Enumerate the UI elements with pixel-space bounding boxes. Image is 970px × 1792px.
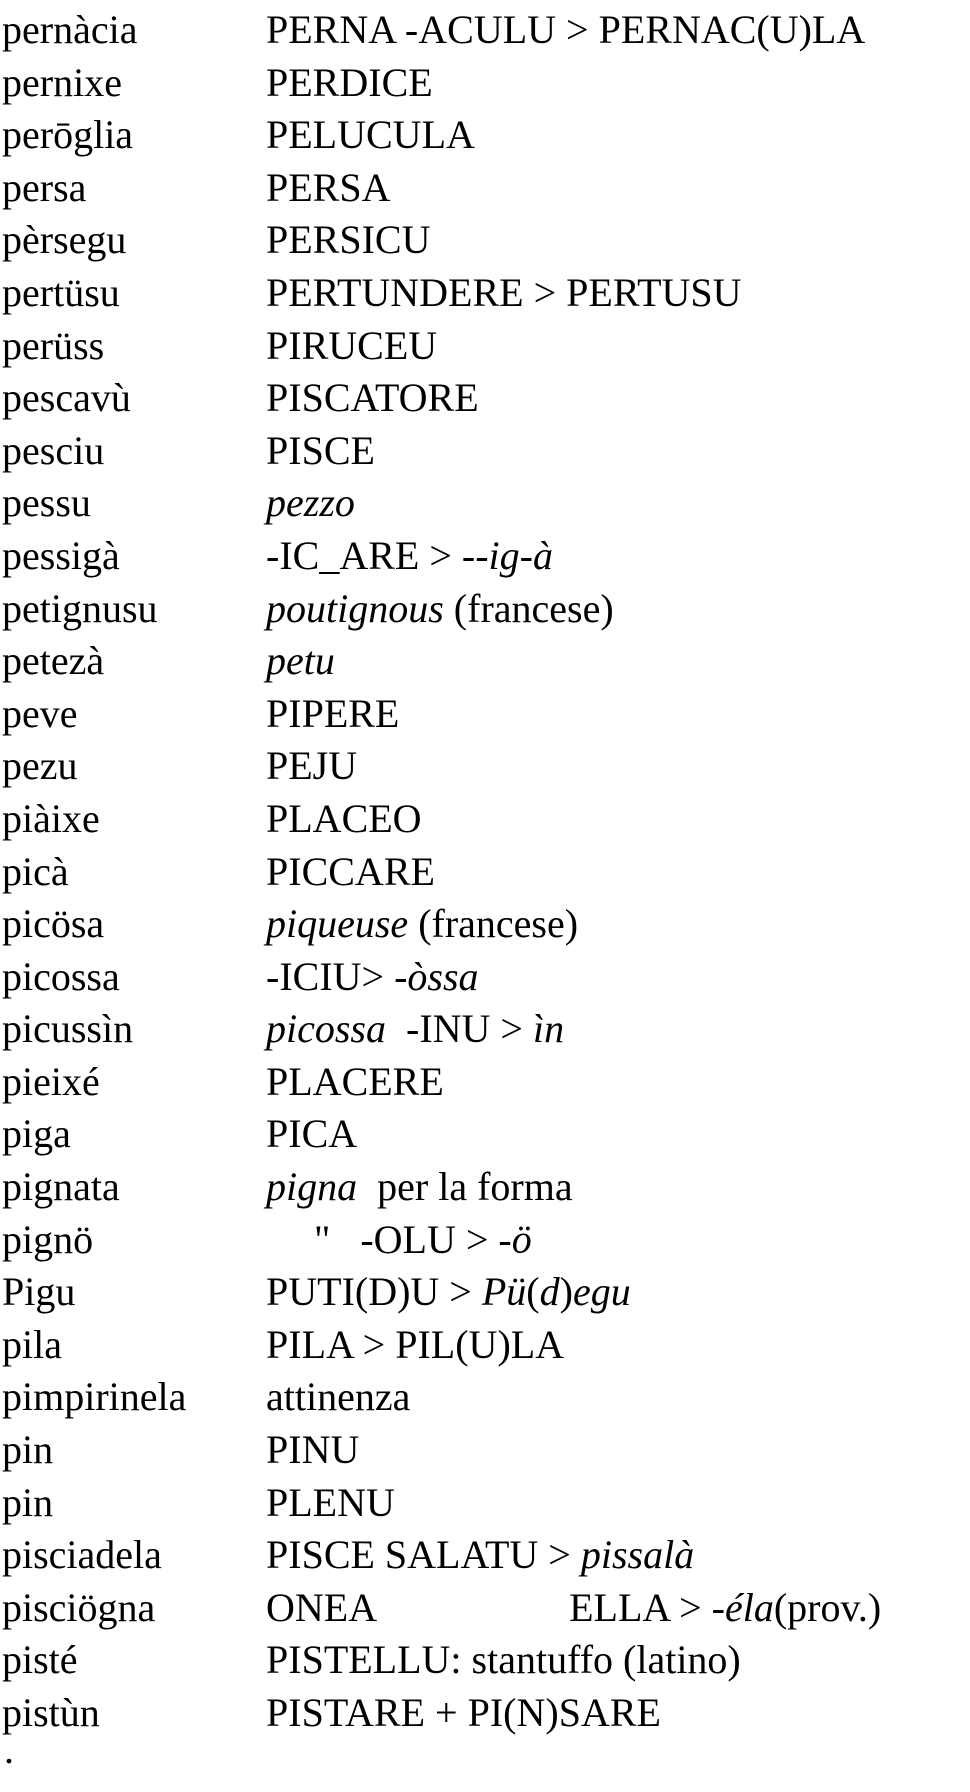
glossary-entry [2, 688, 962, 741]
glossary-entry [2, 267, 962, 320]
etymology-segment: ELLA > - [569, 1584, 725, 1630]
etymology-italic-segment: ìn [532, 1006, 565, 1052]
etymology [266, 57, 433, 110]
headword: pignata [2, 1164, 120, 1210]
glossary-entry [2, 1214, 962, 1267]
glossary-entry [2, 1582, 962, 1635]
etymology-segment: -IC_ARE > -- [266, 532, 489, 578]
etymology [266, 740, 357, 793]
etymology [266, 1582, 881, 1635]
headword: persa [2, 164, 87, 210]
glossary-entry [2, 109, 962, 162]
glossary-entry [2, 1266, 962, 1319]
etymology-segment: PIPERE [266, 690, 400, 736]
headword: pèrsegu [2, 217, 127, 263]
etymology [266, 214, 431, 267]
glossary-entry [2, 372, 962, 425]
etymology [266, 898, 578, 951]
etymology [266, 425, 375, 478]
etymology [266, 951, 479, 1004]
glossary-entry [2, 635, 962, 688]
glossary-entry [2, 793, 962, 846]
headword: piga [2, 1111, 71, 1157]
etymology [266, 583, 614, 636]
trailing-mark: . [4, 1727, 14, 1772]
etymology [266, 1634, 741, 1687]
etymology-segment: ( [526, 1269, 540, 1315]
etymology-segment: PICA [266, 1111, 358, 1157]
etymology-segment: PISTARE + PI(N)SARE [266, 1690, 661, 1735]
headword: pessigà [2, 532, 120, 578]
headword: piàixe [2, 795, 100, 841]
etymology-segment: -INU > [386, 1006, 533, 1052]
etymology [266, 1003, 564, 1056]
etymology-segment: PLACEO [266, 795, 422, 841]
glossary-entry [2, 951, 962, 1004]
glossary-entry [2, 740, 962, 793]
etymology-italic-segment: pezzo [266, 480, 355, 526]
headword: picossa [2, 953, 120, 999]
etymology [266, 1319, 564, 1372]
headword: Pigu [2, 1269, 76, 1315]
etymology [266, 1687, 661, 1740]
glossary-entry [2, 1108, 962, 1161]
etymology [266, 1108, 357, 1161]
headword: perüss [2, 322, 105, 368]
etymology-italic-segment: egu [572, 1269, 631, 1315]
glossary-entry [2, 1371, 962, 1424]
etymology-segment: PLACERE [266, 1058, 444, 1104]
etymology-italic-segment: d [539, 1269, 560, 1315]
etymology-segment: (prov.) [773, 1584, 882, 1630]
glossary-entry [2, 583, 962, 636]
etymology-segment: ONEA [266, 1584, 378, 1630]
etymology-segment: PISCE [266, 427, 375, 473]
etymology [266, 109, 475, 162]
etymology-segment: PISTELLU: stantuffo (latino) [266, 1637, 741, 1683]
glossary-entry [2, 1687, 962, 1740]
etymology-segment: (francese) [443, 585, 614, 631]
headword: pertüsu [2, 269, 120, 315]
headword: pin [2, 1479, 54, 1525]
headword: picussìn [2, 1006, 134, 1052]
etymology-segment: PERSICU [266, 217, 431, 263]
etymology-segment: PERDICE [266, 59, 433, 105]
etymology-segment: PINU [266, 1427, 360, 1473]
etymology [266, 1056, 444, 1109]
etymology-segment: PIRUCEU [266, 322, 438, 368]
headword: pesciu [2, 427, 105, 473]
etymology [266, 1161, 573, 1214]
etymology [266, 320, 437, 373]
etymology [266, 1424, 359, 1477]
etymology [266, 372, 479, 425]
headword: pieixé [2, 1058, 100, 1104]
etymology-segment: ) [559, 1269, 573, 1315]
etymology [266, 793, 422, 846]
etymology [266, 162, 391, 215]
headword: pernàcia [2, 7, 138, 52]
etymology-italic-segment: pissalà [580, 1532, 695, 1578]
etymology [266, 267, 742, 320]
etymology [266, 1214, 532, 1267]
glossary-entry [2, 214, 962, 267]
etymology-segment: PELUCULA [266, 112, 475, 158]
etymology [266, 4, 865, 57]
glossary-entry [2, 530, 962, 583]
headword: pisciögna [2, 1584, 156, 1630]
etymology [266, 1477, 395, 1530]
etymology [266, 846, 435, 899]
etymology [266, 1266, 631, 1319]
etymology-segment: PUTI(D)U > [266, 1269, 482, 1315]
etymology-segment: PERSA [266, 164, 391, 210]
etymology-segment: (francese) [408, 901, 579, 947]
etymology-segment: " -OLU > [314, 1216, 499, 1262]
etymology-segment: per la forma [357, 1164, 573, 1210]
glossary-entry [2, 1319, 962, 1372]
etymology-italic-segment: pigna [266, 1164, 358, 1210]
headword: petignusu [2, 585, 158, 631]
etymology-italic-segment: -òssa [394, 953, 479, 999]
etymology-segment: PISCE SALATU > [266, 1532, 581, 1578]
etymology-italic-segment: éla [724, 1584, 774, 1630]
headword: pistùn [2, 1690, 100, 1735]
etymology-segment: PILA > PIL(U)LA [266, 1321, 565, 1367]
glossary-entry [2, 1477, 962, 1530]
glossary-entry [2, 57, 962, 110]
glossary-entry [2, 425, 962, 478]
headword: petezà [2, 638, 105, 684]
glossary-entry [2, 1161, 962, 1214]
etymology [266, 1371, 410, 1424]
glossary-entry [2, 1634, 962, 1687]
etymology-segment: PERNA -ACULU > PERNAC(U)LA [266, 7, 866, 52]
headword: pescavù [2, 375, 131, 421]
etymology-italic-segment: Pü [481, 1269, 527, 1315]
glossary-list [2, 4, 962, 1740]
etymology-italic-segment: -ö [498, 1216, 532, 1262]
etymology-segment: PICCARE [266, 848, 435, 894]
glossary-entry [2, 1424, 962, 1477]
headword: pisté [2, 1637, 78, 1683]
etymology-segment: -ICIU> [266, 953, 395, 999]
headword: pimpirinela [2, 1374, 187, 1420]
glossary-entry [2, 898, 962, 951]
etymology-italic-segment: poutignous [266, 585, 444, 631]
headword: pignö [2, 1216, 94, 1262]
headword: perōglia [2, 112, 134, 158]
glossary-entry [2, 4, 962, 57]
glossary-entry [2, 846, 962, 899]
glossary-entry [2, 1003, 962, 1056]
etymology-segment: PEJU [266, 743, 358, 789]
headword: peve [2, 690, 78, 736]
headword: pila [2, 1321, 62, 1367]
headword: pin [2, 1427, 54, 1473]
etymology-segment: PERTUNDERE > PERTUSU [266, 269, 742, 315]
etymology-italic-segment: petu [266, 638, 335, 684]
etymology-italic-segment: picossa [266, 1006, 386, 1052]
etymology [266, 688, 399, 741]
etymology-segment: attinenza [266, 1374, 411, 1420]
glossary-entry [2, 477, 962, 530]
headword: pessu [2, 480, 91, 526]
glossary-entry [2, 1529, 962, 1582]
glossary-entry [2, 162, 962, 215]
etymology-segment: PISCATORE [266, 375, 479, 421]
glossary-entry [2, 320, 962, 373]
headword: pisciadela [2, 1532, 162, 1578]
etymology [266, 477, 355, 530]
headword: picösa [2, 901, 105, 947]
headword: picà [2, 848, 69, 894]
headword: pernixe [2, 59, 122, 105]
etymology-italic-segment: ig-à [488, 532, 553, 578]
etymology [266, 530, 553, 583]
etymology [266, 1529, 694, 1582]
headword: pezu [2, 743, 78, 789]
etymology [266, 635, 335, 688]
etymology-italic-segment: piqueuse [266, 901, 409, 947]
glossary-entry [2, 1056, 962, 1109]
etymology-segment: PLENU [266, 1479, 395, 1525]
